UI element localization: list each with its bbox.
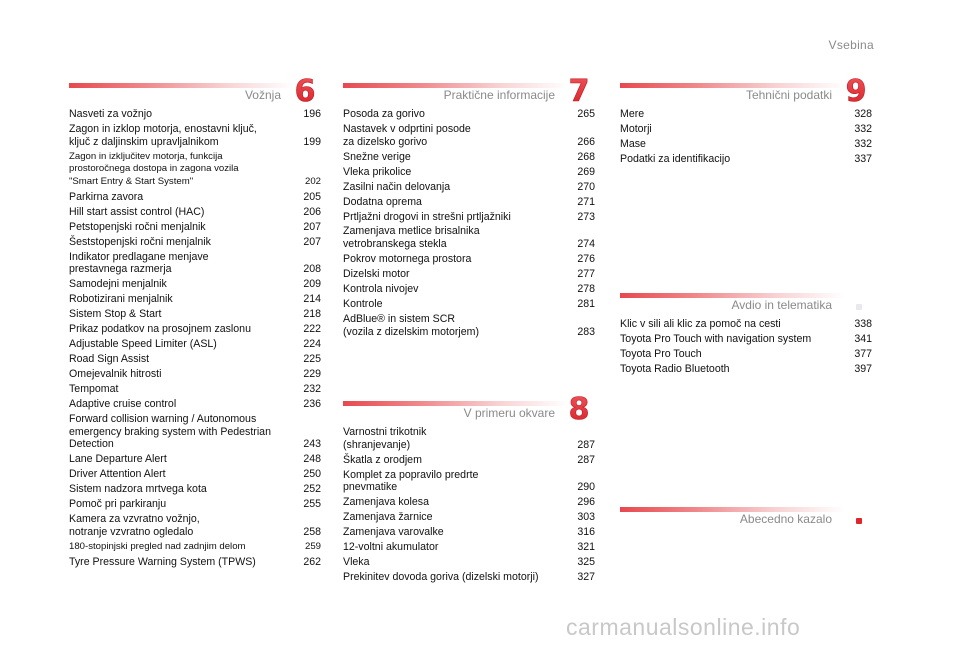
toc-entry-title: Prekinitev dovoda goriva (dizelski motorji) [343, 571, 539, 584]
toc-entry[interactable] [69, 413, 321, 451]
toc-entry-page: 296 [577, 496, 595, 509]
section-marker-icon [856, 304, 862, 310]
toc-entry-page: 259 [304, 540, 321, 552]
toc-entry-page: 325 [577, 556, 595, 569]
toc-entry-page: 208 [303, 263, 321, 276]
toc-entry-title: Forward collision warning / Autonomous emergency braking system with Pedestrian Detection [69, 413, 271, 451]
toc-entry[interactable] [343, 313, 595, 338]
toc-entry-title: Mase [620, 137, 646, 150]
toc-entry-title: Toyota Pro Touch with navigation system [620, 332, 812, 345]
toc-entry-page: 377 [854, 347, 872, 360]
toc-entry-page: 271 [577, 195, 595, 208]
toc-entry[interactable] [69, 151, 321, 189]
toc-entry[interactable] [69, 323, 321, 336]
toc-entry[interactable] [69, 206, 321, 219]
section-title: Avdio in telematika [731, 298, 832, 312]
toc-entry-title: Zamenjava varovalke [343, 526, 444, 539]
toc-entry[interactable] [620, 153, 872, 166]
toc-entry-page: 270 [577, 180, 595, 193]
toc-entry-page: 277 [577, 268, 595, 281]
toc-entry-title: Prikaz podatkov na prosojnem zaslonu [69, 323, 251, 336]
toc-entry-title: Dizelski motor [343, 268, 410, 281]
toc-entry[interactable] [343, 181, 595, 194]
section-title: Praktične informacije [443, 88, 555, 102]
toc-entry-title: Mere [620, 108, 645, 120]
section-number: 7 [568, 74, 590, 106]
toc-entry-page: 199 [303, 135, 321, 148]
section-title: Abecedno kazalo [739, 512, 832, 526]
toc-entry-page: 287 [577, 438, 595, 451]
toc-entry-page: 218 [303, 308, 321, 321]
toc-entry[interactable] [343, 454, 595, 467]
section-header [343, 392, 595, 424]
section-6 [69, 74, 321, 568]
toc-entry[interactable] [69, 338, 321, 351]
toc-entry-title: Vleka prikolice [343, 165, 412, 178]
toc-entry[interactable] [69, 398, 321, 411]
toc-entry[interactable] [69, 556, 321, 569]
toc-entry[interactable] [343, 253, 595, 266]
toc-entry[interactable] [69, 251, 321, 276]
toc-list [343, 426, 595, 584]
section-header [343, 74, 595, 106]
toc-entry-page: 341 [854, 332, 872, 345]
toc-entry[interactable] [343, 151, 595, 164]
section-number-icon [565, 392, 593, 424]
toc-entry-title: Zagon in izklop motorja, enostavni ključ, ključ z daljinskim upravljalnikom [69, 122, 257, 148]
toc-entry[interactable] [343, 283, 595, 296]
toc-entry-title: Indikator predlagane menjave prestavnega razmerja [69, 250, 209, 276]
toc-entry[interactable] [343, 556, 595, 569]
toc-entry-page: 232 [303, 383, 321, 396]
section-marker-icon [856, 518, 862, 524]
toc-entry-page: 229 [303, 368, 321, 381]
toc-entry[interactable] [69, 308, 321, 321]
toc-entry-title: Tyre Pressure Warning System (TPWS) [69, 555, 256, 568]
toc-entry-title: Šeststopenjski ročni menjalnik [69, 235, 211, 248]
toc-entry-title: Sistem Stop & Start [69, 308, 162, 321]
toc-entry-page: 273 [577, 210, 595, 223]
toc-entry[interactable] [69, 353, 321, 366]
section-number-icon [291, 74, 319, 106]
toc-entry-title: Robotizirani menjalnik [69, 293, 173, 306]
toc-entry-page: 202 [304, 175, 321, 187]
toc-entry-title: Parkirna zavora [69, 190, 144, 203]
toc-entry[interactable] [69, 293, 321, 306]
column-left [69, 74, 321, 571]
toc-entry-title: Zasilni način delovanja [343, 180, 451, 193]
section-header [69, 74, 321, 106]
toc-entry[interactable] [343, 108, 595, 121]
toc-entry-title: Driver Attention Alert [69, 468, 166, 481]
section-7 [343, 74, 595, 338]
toc-entry-page: 222 [303, 323, 321, 336]
toc-list [620, 108, 872, 166]
toc-entry-page: 236 [303, 398, 321, 411]
toc-entry-page: 278 [577, 283, 595, 296]
toc-entry-title: AdBlue® in sistem SCR (vozila z dizelskim motorjem) [343, 313, 479, 338]
toc-entry[interactable] [69, 191, 321, 204]
toc-entry[interactable] [343, 225, 595, 250]
toc-entry[interactable] [69, 221, 321, 234]
toc-entry-title: Samodejni menjalnik [69, 278, 167, 291]
section-number: 9 [845, 74, 867, 106]
toc-entry-title: Hill start assist control (HAC) [69, 205, 205, 218]
toc-entry-title: Toyota Radio Bluetooth [620, 362, 730, 375]
toc-entry[interactable] [69, 368, 321, 381]
toc-entry-title: Posoda za gorivo [343, 108, 425, 120]
toc-entry[interactable] [69, 468, 321, 481]
toc-entry-title: Kontrole [343, 298, 383, 311]
toc-entry[interactable] [69, 278, 321, 291]
section-number: 6 [294, 74, 316, 106]
toc-entry-page: 196 [303, 108, 321, 120]
toc-entry-page: 214 [303, 293, 321, 306]
toc-entry-title: Nasveti za vožnjo [69, 108, 153, 120]
toc-entry[interactable] [69, 123, 321, 148]
toc-entry[interactable] [620, 318, 872, 331]
toc-list [343, 108, 595, 338]
toc-entry[interactable] [343, 496, 595, 509]
toc-entry-page: 209 [303, 278, 321, 291]
toc-entry[interactable] [343, 469, 595, 494]
toc-entry-title: Kontrola nivojev [343, 283, 419, 296]
toc-entry-title: Omejevalnik hitrosti [69, 368, 162, 381]
section-9 [620, 74, 872, 166]
toc-entry-title: Zamenjava metlice brisalnika vetrobranskega stekla [343, 225, 480, 251]
section-number-icon [842, 74, 870, 106]
toc-entry-title: Pokrov motornega prostora [343, 253, 472, 266]
toc-entry[interactable] [69, 498, 321, 511]
toc-entry[interactable] [620, 333, 872, 346]
toc-entry[interactable] [343, 298, 595, 311]
toc-entry-page: 266 [577, 135, 595, 148]
toc-entry-page: 316 [577, 526, 595, 539]
toc-entry-title: 12-voltni akumulator [343, 541, 439, 554]
toc-entry-page: 337 [854, 152, 872, 165]
toc-entry-title: Kamera za vzvratno vožnjo, notranje vzvratno ogledalo [69, 513, 200, 538]
toc-entry[interactable] [620, 348, 872, 361]
toc-entry-page: 338 [854, 318, 872, 330]
toc-entry[interactable] [69, 236, 321, 249]
toc-list [620, 318, 872, 376]
toc-entry-title: Adjustable Speed Limiter (ASL) [69, 338, 217, 351]
toc-entry[interactable] [343, 123, 595, 148]
toc-entry-page: 205 [303, 190, 321, 203]
toc-entry-page: 321 [577, 541, 595, 554]
toc-list [69, 108, 321, 568]
toc-entry-page: 269 [577, 165, 595, 178]
toc-entry-page: 274 [577, 238, 595, 251]
toc-entry-title: Tempomat [69, 383, 119, 396]
page-header-title: Vsebina [828, 38, 874, 52]
column-right [620, 74, 872, 526]
toc-entry[interactable] [620, 363, 872, 376]
toc-entry-page: 281 [577, 298, 595, 311]
toc-entry-page: 328 [854, 108, 872, 120]
toc-entry-page: 207 [303, 235, 321, 248]
toc-entry[interactable] [620, 123, 872, 136]
toc-entry-page: 262 [303, 555, 321, 568]
toc-entry[interactable] [343, 526, 595, 539]
section-header [620, 284, 872, 316]
toc-entry-title: Komplet za popravilo predrte pnevmatike [343, 468, 479, 494]
toc-entry-title: Podatki za identifikacijo [620, 152, 731, 165]
section-8 [343, 392, 595, 586]
toc-entry-page: 332 [854, 137, 872, 150]
toc-entry-page: 252 [303, 483, 321, 496]
toc-entry-page: 224 [303, 338, 321, 351]
section-header [620, 498, 872, 530]
section-title: Vožnja [244, 88, 281, 102]
section-number: 8 [568, 392, 590, 424]
toc-entry-page: 303 [577, 511, 595, 524]
toc-entry-page: 207 [303, 220, 321, 233]
toc-entry-page: 258 [303, 525, 321, 538]
toc-entry-title: Klic v sili ali klic za pomoč na cesti [620, 318, 781, 330]
toc-entry-page: 327 [577, 571, 595, 584]
toc-entry-page: 283 [577, 325, 595, 338]
toc-entry-title: Zamenjava žarnice [343, 511, 433, 524]
toc-entry-title: Dodatna oprema [343, 195, 422, 208]
toc-entry[interactable] [343, 196, 595, 209]
toc-entry-title: Road Sign Assist [69, 353, 150, 366]
section-header [620, 74, 872, 106]
section-index [620, 498, 872, 530]
toc-entry-page: 290 [577, 481, 595, 494]
toc-entry[interactable] [69, 108, 321, 121]
toc-entry-page: 268 [577, 150, 595, 163]
toc-entry[interactable] [343, 211, 595, 224]
section-number-icon [565, 74, 593, 106]
toc-entry[interactable] [69, 483, 321, 496]
toc-entry[interactable] [343, 268, 595, 281]
toc-entry-title: 180-stopinjski pregled nad zadnjim delom [69, 540, 246, 552]
toc-entry-title: Motorji [620, 122, 652, 135]
toc-entry[interactable] [620, 108, 872, 121]
toc-entry-title: Vleka [343, 556, 370, 569]
toc-entry-page: 276 [577, 253, 595, 266]
toc-entry[interactable] [343, 426, 595, 451]
toc-entry-page: 287 [577, 453, 595, 466]
toc-entry-page: 225 [303, 353, 321, 366]
toc-entry-title: Toyota Pro Touch [620, 347, 702, 360]
toc-entry-title: Zagon in izključitev motorja, funkcija prostoročnega dostopa in zagona vozila "Smart Entry & Start System" [69, 150, 239, 187]
toc-entry-title: Varnostni trikotnik (shranjevanje) [343, 426, 427, 451]
toc-entry[interactable] [69, 541, 321, 554]
toc-entry[interactable] [343, 511, 595, 524]
toc-entry-title: Prtljažni drogovi in strešni prtljažniki [343, 210, 511, 223]
toc-entry-title: Snežne verige [343, 150, 411, 163]
section-audio [620, 284, 872, 378]
toc-entry-title: Zamenjava kolesa [343, 496, 429, 509]
toc-entry-page: 265 [577, 108, 595, 120]
toc-entry[interactable] [620, 138, 872, 151]
toc-entry-title: Škatla z orodjem [343, 453, 422, 466]
toc-entry-title: Adaptive cruise control [69, 398, 177, 411]
toc-entry-page: 206 [303, 205, 321, 218]
toc-entry-title: Sistem nadzora mrtvega kota [69, 483, 207, 496]
toc-entry-page: 332 [854, 122, 872, 135]
column-middle [343, 74, 595, 584]
toc-entry-title: Lane Departure Alert [69, 453, 167, 466]
toc-entry-page: 248 [303, 453, 321, 466]
section-title: Tehnični podatki [745, 88, 832, 102]
toc-entry[interactable] [69, 453, 321, 466]
toc-entry-page: 397 [854, 362, 872, 375]
toc-entry[interactable] [343, 166, 595, 179]
section-title: V primeru okvare [463, 406, 555, 420]
toc-entry[interactable] [343, 541, 595, 554]
toc-entry-title: Petstopenjski ročni menjalnik [69, 220, 206, 233]
toc-entry[interactable] [69, 383, 321, 396]
toc-entry-page: 255 [303, 498, 321, 511]
watermark: carmanualsonline.info [566, 614, 801, 640]
toc-entry-title: Nastavek v odprtini posode za dizelsko gorivo [343, 122, 471, 148]
toc-entry-page: 250 [303, 468, 321, 481]
toc-entry-page: 243 [303, 438, 321, 451]
toc-entry-title: Pomoč pri parkiranju [69, 498, 167, 511]
toc-entry[interactable] [69, 513, 321, 538]
toc-entry[interactable] [343, 571, 595, 584]
